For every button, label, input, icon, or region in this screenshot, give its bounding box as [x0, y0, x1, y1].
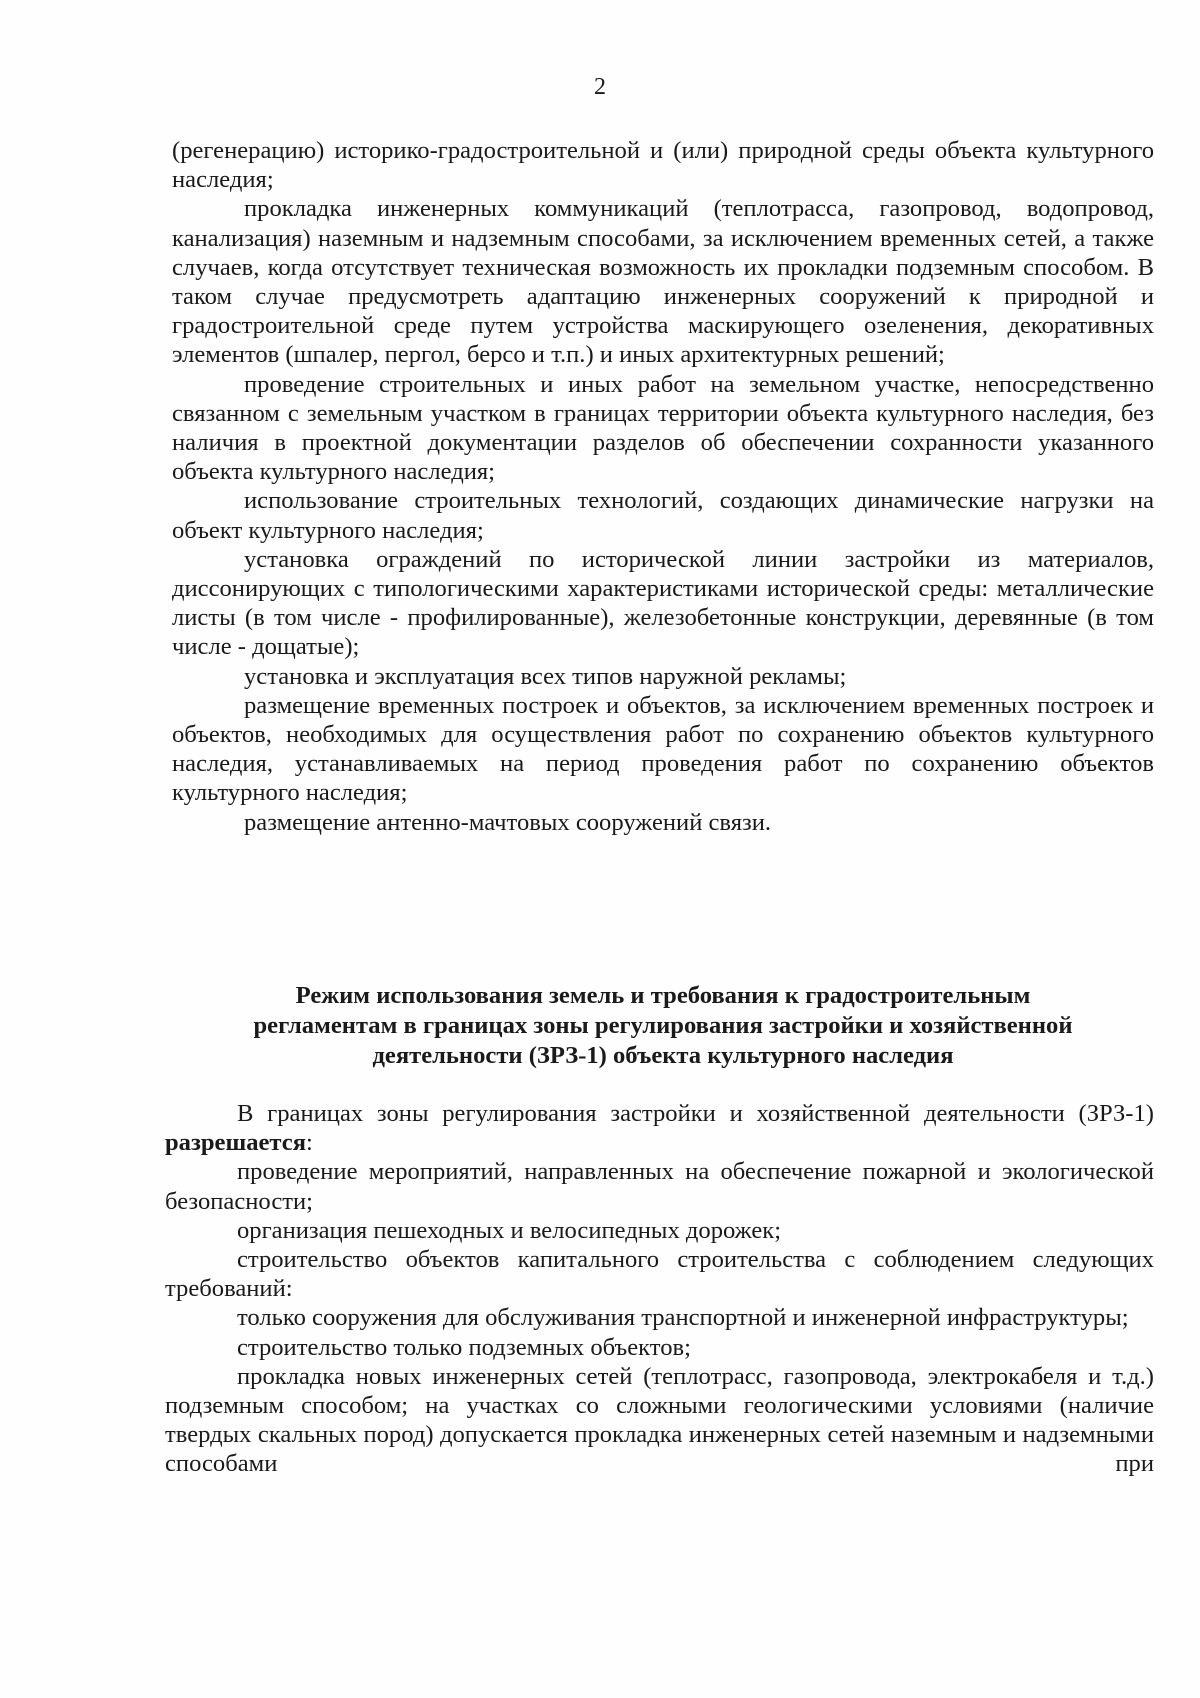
paragraph: установка и эксплуатация всех типов наружной рекламы; — [244, 662, 847, 690]
paragraph: проведение строительных и иных работ на земельном участке, непосредственно связанном с земельным участком в границах территории объекта культурного наследия, без наличия в проектной документации разделов об обеспечении сохранности указанного объекта культурного наследия; — [172, 370, 1154, 486]
intro-text: В границах зоны регулирования застройки и хозяйственной деятельности (ЗРЗ-1) — [237, 1100, 1154, 1127]
intro-colon: : — [306, 1129, 313, 1157]
paragraph: (регенерацию) историко-градостроительной и (или) природной среды объекта культурного наследия; — [172, 137, 1154, 194]
intro-bold-word: разрешается — [165, 1129, 307, 1157]
paragraph: использование строительных технологий, создающих динамические нагрузки на объект культурного наследия; — [172, 487, 1154, 544]
heading-line: регламентам в границах зоны регулирования застройки и хозяйственной — [253, 1012, 1073, 1039]
paragraph: проведение мероприятий, направленных на обеспечение пожарной и экологической безопасности; — [165, 1158, 1154, 1215]
paragraph: размещение антенно-мачтовых сооружений связи. — [244, 808, 772, 836]
paragraph: прокладка инженерных коммуникаций (теплотрасса, газопровод, водопровод, канализация) наземным и надземным способами, за исключением временных сетей, а также случаев, когда отсутствует техническая возможность их прокладки подземным способом. В таком случае предусмотреть адаптацию инженерных сооружений к природной и градостроительной среде путем устройства маскирующего озеленения, декоративных элементов (шпалер, пергол, берсо и т.п.) и иных архитектурных решений; — [172, 195, 1154, 369]
paragraph: только сооружения для обслуживания транспортной и инженерной инфраструктуры; — [237, 1304, 1129, 1332]
paragraph: строительство объектов капитального строительства с соблюдением следующих требований: — [165, 1246, 1154, 1303]
section-heading — [172, 981, 1154, 1071]
paragraph: строительство только подземных объектов; — [237, 1333, 691, 1361]
paragraph: организация пешеходных и велосипедных дорожек; — [237, 1216, 782, 1244]
permissions-list — [165, 1099, 1154, 1479]
heading-line: Режим использования земель и требования к градостроительным — [295, 982, 1031, 1009]
paragraph: размещение временных построек и объектов, за исключением временных построек и объектов, необходимых для осуществления работ по сохранению объектов культурного наследия, устанавливаемых на период проведения работ по сохранению объектов культурного наследия; — [172, 691, 1154, 807]
page-number: 2 — [594, 74, 606, 100]
heading-line: деятельности (ЗРЗ-1) объекта культурного наследия — [372, 1042, 954, 1069]
prohibitions-list — [172, 136, 1154, 837]
paragraph: установка ограждений по исторической линии застройки из материалов, диссонирующих с типологическими характеристиками исторической среды: металлические листы (в том числе - профилированные), железобетонные конструкции, деревянные (в том числе - дощатые); — [172, 545, 1154, 661]
intro-paragraph — [165, 1099, 1154, 1157]
paragraph: прокладка новых инженерных сетей (теплотрасс, газопровода, электрокабеля и т.д.) подземным способом; на участках со сложными геологическими условиями (наличие твердых скальных пород) допускается прокладка инженерных сетей наземным и надземными способами при — [165, 1362, 1154, 1478]
